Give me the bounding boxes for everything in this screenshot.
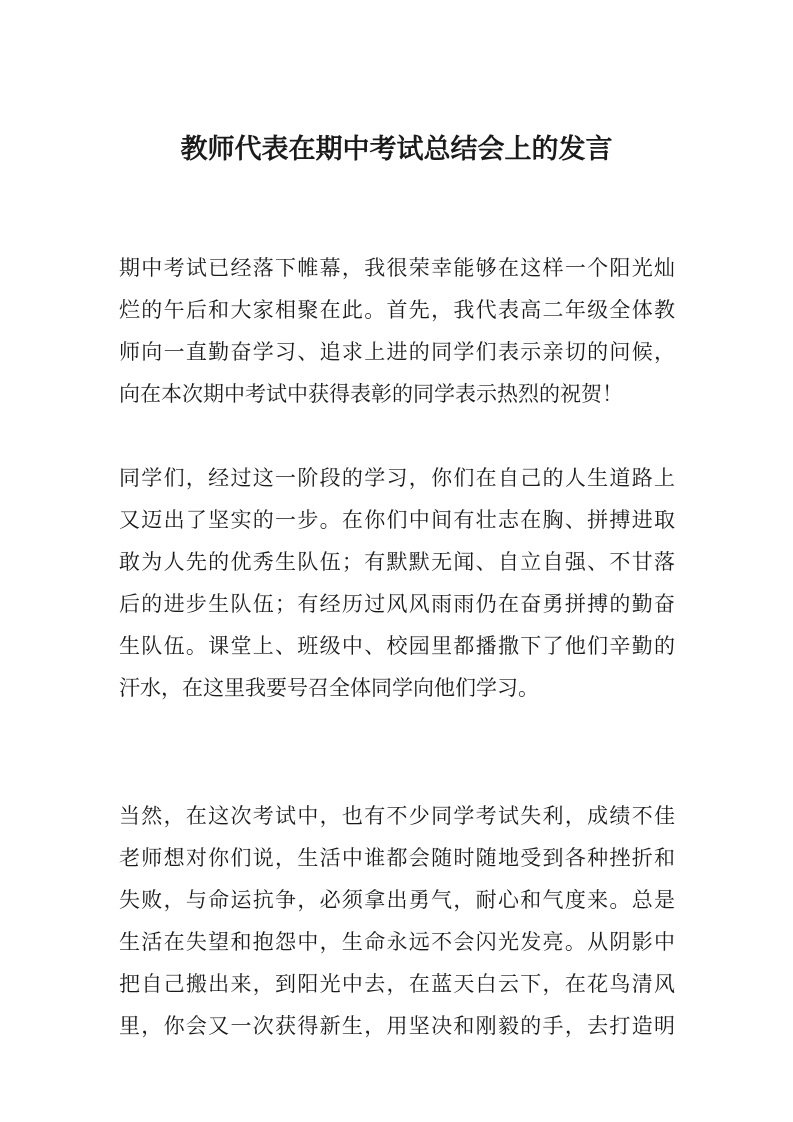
text-line: 又迈出了坚实的一步。在你们中间有壮志在胸、拼搏进取 — [119, 508, 675, 532]
paragraph-2 — [119, 457, 675, 709]
text-line: 老师想对你们说，生活中谁都会随时随地受到各种挫折和 — [119, 846, 675, 870]
text-line: 师向一直勤奋学习、追求上进的同学们表示亲切的问候， — [119, 340, 675, 364]
text-line: 当然，在这次考试中，也有不少同学考试失利，成绩不佳 — [119, 804, 675, 828]
text-line: 失败，与命运抗争，必须拿出勇气，耐心和气度来。总是 — [119, 888, 675, 912]
text-line: 里，你会又一次获得新生，用坚决和刚毅的手，去打造明 — [119, 1014, 675, 1038]
text-line: 同学们，经过这一阶段的学习，你们在自己的人生道路上 — [119, 466, 675, 490]
text-line: 汗水，在这里我要号召全体同学向他们学习。 — [119, 676, 539, 700]
text-line: 敢为人先的优秀生队伍；有默默无闻、自立自强、不甘落 — [119, 550, 675, 574]
text-line: 生活在失望和抱怨中，生命永远不会闪光发亮。从阴影中 — [119, 930, 675, 954]
text-line: 烂的午后和大家相聚在此。首先，我代表高二年级全体教 — [119, 298, 675, 322]
text-line: 把自己搬出来，到阳光中去，在蓝天白云下，在花鸟清风 — [119, 972, 675, 996]
text-line: 后的进步生队伍；有经历过风风雨雨仍在奋勇拼搏的勤奋 — [119, 592, 675, 616]
text-line: 生队伍。课堂上、班级中、校园里都播撒下了他们辛勤的 — [119, 634, 675, 658]
text-line: 期中考试已经落下帷幕，我很荣幸能够在这样一个阳光灿 — [119, 256, 675, 280]
paragraph-3 — [119, 795, 675, 1047]
text-line: 向在本次期中考试中获得表彰的同学表示热烈的祝贺！ — [119, 382, 623, 406]
document-title: 教师代表在期中考试总结会上的发言 — [180, 134, 613, 165]
paragraph-1 — [119, 247, 675, 415]
